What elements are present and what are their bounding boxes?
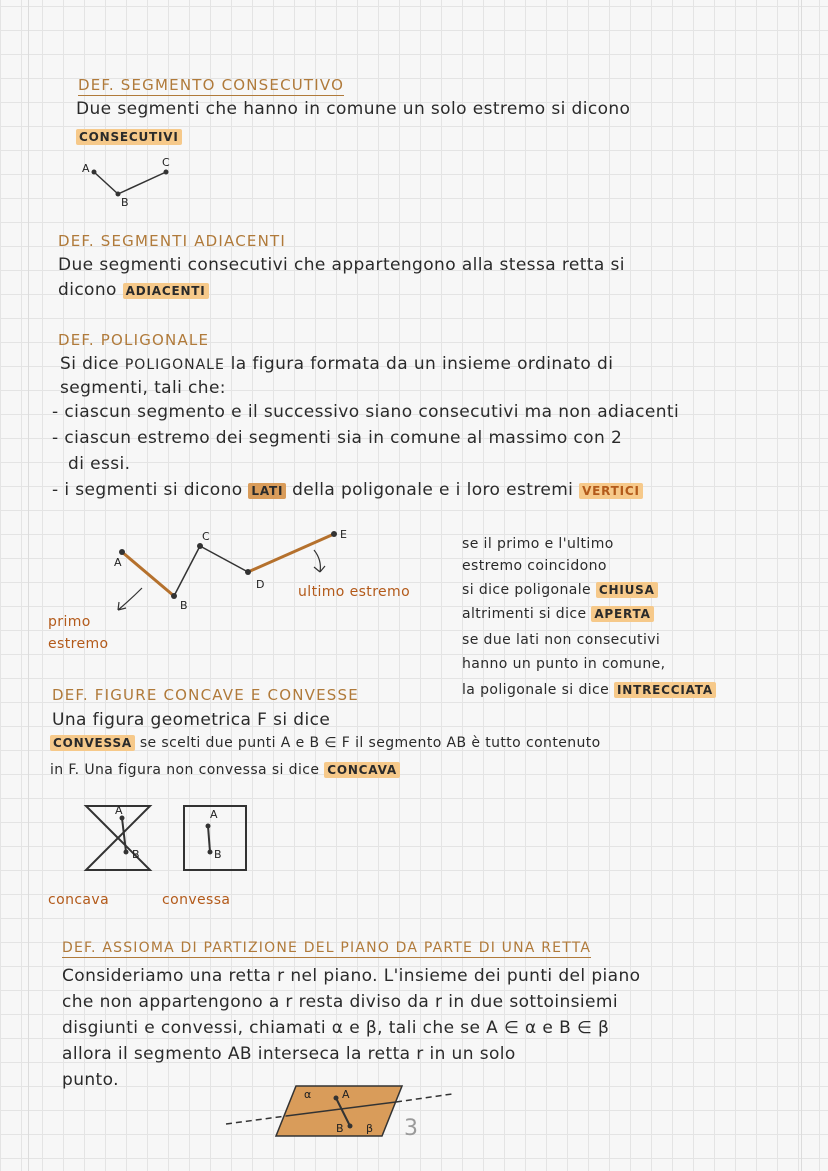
section-title: DEF. ASSIOMA DI PARTIZIONE DEL PIANO DA PARTE DI UNA RETTA (62, 940, 592, 956)
point-label-b: B (214, 848, 222, 861)
point-label-c: C (162, 156, 170, 169)
highlighted-term: CONSECUTIVI (76, 129, 182, 145)
text-fragment: della poligonale e i loro estremi (292, 480, 574, 500)
side-text: hanno un punto in comune, (462, 656, 666, 672)
section-title: DEF. FIGURE CONCAVE E CONVESSE (52, 686, 359, 704)
term-poligonale: POLIGONALE (124, 357, 225, 373)
text-fragment: - i segmenti si dicono (52, 480, 243, 500)
term-intrecciata: INTRECCIATA (614, 682, 716, 698)
label-last-endpoint: ultimo estremo (298, 584, 411, 600)
point-label-e: E (340, 528, 347, 541)
term-convessa: CONVESSA (50, 735, 135, 751)
section-title: DEF. SEGMENTO CONSECUTIVO (78, 76, 345, 94)
axiom-text: che non appartengono a r resta diviso da r in due sottoinsiemi (62, 992, 618, 1012)
term-aperta: APERTA (591, 606, 653, 622)
axiom-text: Consideriamo una retta r nel piano. L'insieme dei punti del piano (62, 966, 641, 986)
side-text: altrimenti si dice (462, 606, 587, 622)
point-label-b: B (336, 1122, 344, 1135)
point-label-c: C (202, 530, 210, 543)
side-text: si dice poligonale (462, 582, 592, 598)
caption-convessa: convessa (162, 892, 231, 908)
point-label-d: D (256, 578, 265, 591)
axiom-text: allora il segmento AB interseca la retta r in un solo (62, 1044, 516, 1064)
side-text: estremo coincidono (462, 558, 607, 574)
point-label-b: B (132, 848, 140, 861)
point-label-a: A (210, 808, 218, 821)
label-alpha: α (304, 1088, 312, 1101)
text-fragment: la figura formata da un insieme ordinato di (230, 354, 614, 374)
section-title: DEF. POLIGONALE (58, 331, 210, 349)
text-fragment: Si dice (60, 354, 120, 374)
point-label-a: A (82, 162, 90, 175)
point-label-a: A (114, 556, 122, 569)
term-chiusa: CHIUSA (596, 582, 658, 598)
side-text: se due lati non consecutivi (462, 632, 661, 648)
label-first-endpoint: primo (48, 614, 91, 630)
bullet-item: - ciascun estremo dei segmenti sia in comune al massimo con 2 (52, 428, 623, 448)
label-first-endpoint-2: estremo (48, 636, 109, 652)
term-vertici: VERTICI (579, 483, 643, 499)
label-beta: β (366, 1122, 374, 1135)
page-number: 3 (404, 1116, 418, 1141)
side-text: se il primo e l'ultimo (462, 536, 614, 552)
point-label-a: A (115, 804, 123, 817)
consecutive-segments-diagram (80, 158, 190, 208)
bullet-item: - ciascun segmento e il successivo siano consecutivi ma non adiacenti (52, 402, 680, 422)
point-label-b: B (121, 196, 129, 209)
term-lati: LATI (248, 483, 286, 499)
definition-text: in F. Una figura non convessa si dice (50, 762, 320, 778)
definition-text: Due segmenti consecutivi che appartengono alla stessa retta si (58, 255, 625, 275)
side-text: la poligonale si dice (462, 682, 610, 698)
definition-text: Una figura geometrica F si dice (52, 710, 331, 730)
definition-text: se scelti due punti A e B ∈ F il segmento AB è tutto contenuto (139, 735, 601, 751)
axiom-text: punto. (62, 1070, 119, 1090)
definition-text-continued: dicono (58, 280, 117, 300)
point-label-a: A (342, 1088, 350, 1101)
axiom-text: disgiunti e convessi, chiamati α e β, tali che se A ∈ α e B ∈ β (62, 1018, 610, 1038)
caption-concava: concava (48, 892, 110, 908)
bullet-item-continued: di essi. (68, 454, 131, 474)
point-label-b: B (180, 599, 188, 612)
section-title: DEF. SEGMENTI ADIACENTI (58, 232, 286, 250)
term-concava: CONCAVA (324, 762, 400, 778)
definition-text: Due segmenti che hanno in comune un solo estremo si dicono (76, 99, 631, 119)
text-line: segmenti, tali che: (60, 378, 226, 398)
highlighted-term: ADIACENTI (123, 283, 209, 299)
